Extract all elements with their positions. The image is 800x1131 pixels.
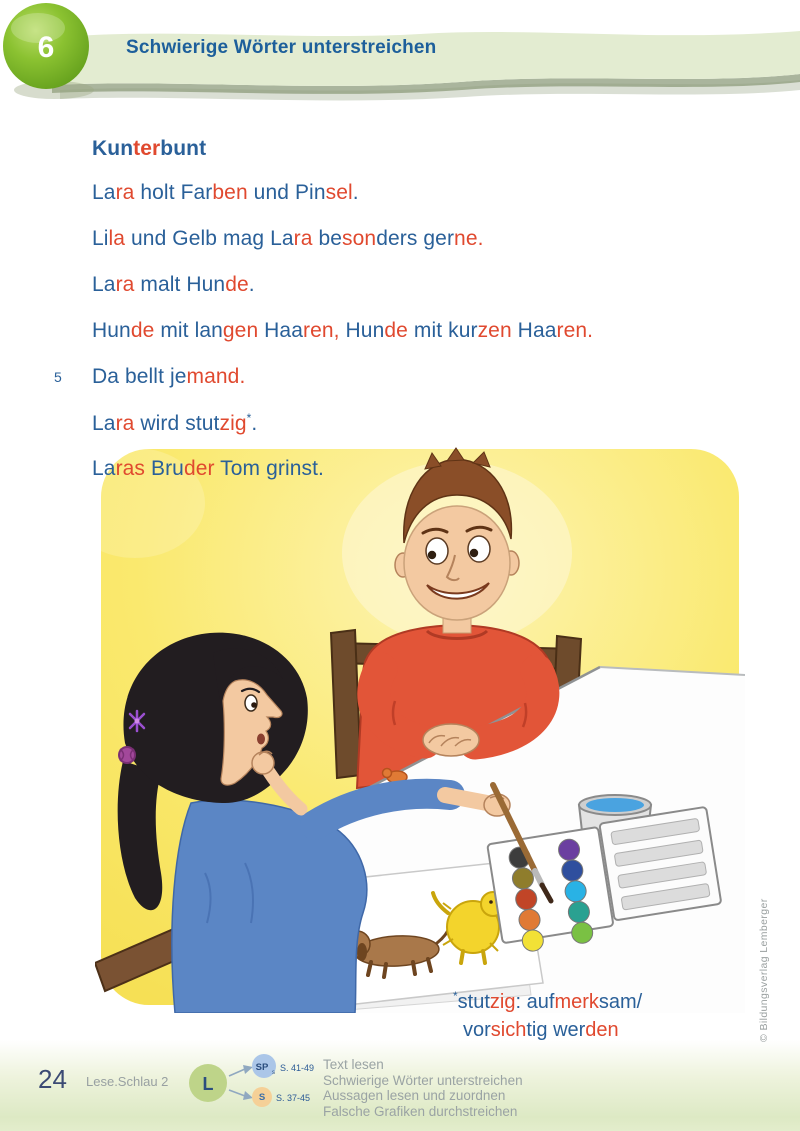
text-segment: . [251,412,258,435]
text-segment: wird [134,412,186,435]
text-segment: lan [194,319,223,342]
text-segment: la [108,227,126,250]
footer-content-line: Text lesen [323,1057,384,1072]
girl-forearm [445,795,487,803]
text-segment: ra [293,227,313,250]
page-number: 24 [38,1064,67,1094]
text-segment: Haa [258,319,303,342]
text-segment: . [239,365,246,388]
text-segment: malt [134,273,187,296]
footer-content-line: Falsche Grafiken durchstreichen [323,1103,518,1119]
text-segment: . [352,181,359,204]
footer-content-line: Aussagen lesen und zuordnen [323,1088,506,1103]
text-segment: La [92,273,116,296]
unit-title: Schwierige Wörter unterstreichen [126,37,437,58]
text-segment: ter [133,137,161,160]
text-segment: Far [180,181,213,204]
footnote-line1 [453,982,642,1016]
scrunchie [119,747,135,763]
text-segment: bunt [160,137,207,160]
level-badge-label: L [202,1074,214,1094]
text-segment: de [384,319,408,342]
reading-line [92,181,593,227]
text-segment: ra [115,412,135,435]
copyright-notice: © Bildungsverlag Lemberger [758,898,770,1042]
text-segment: Bru [145,457,184,480]
text-segment: mit [154,319,195,342]
reading-line [92,273,593,319]
text-segment: Pin [294,181,326,204]
text-segment: ger [423,227,455,250]
girl-sweater [172,800,367,1013]
text-segment: Tom grinst. [214,457,324,480]
unit-number: 6 [37,31,55,64]
text-segment: . [477,227,484,250]
illustration [95,443,745,1013]
line-number: 5 [54,369,62,385]
unit-number-badge [3,3,89,89]
text-segment: vor [463,1019,491,1041]
text-segment: Da bellt [92,365,170,388]
reading-passage [54,137,594,503]
text-segment: sam/ [598,991,643,1013]
text-segment: ra [115,181,135,204]
text-segment: tig [526,1019,554,1041]
sp-badge-sub: s [272,1070,275,1076]
pages-label-2: S. 37-45 [276,1093,311,1103]
footer [0,1040,800,1131]
text-segment: je [169,365,187,388]
text-segment: Hun [92,319,131,342]
series-label: Lese.Schlau 2 [86,1074,169,1089]
pages-label-1: S. 41-49 [280,1063,315,1073]
arrow-icon [229,1090,245,1096]
text-segment: zen [477,319,512,342]
text-segment: ren [556,319,588,342]
girl-chin-hand [252,752,274,774]
text-segment: stut [185,412,220,435]
text-segment: be [312,227,343,250]
reading-line [92,411,593,457]
text-segment: auf [526,991,555,1013]
text-segment: ras [115,457,146,480]
text-segment: holt [134,181,181,204]
text-segment: . [587,319,594,342]
footer-contents [323,1057,523,1119]
reading-line [92,457,593,503]
arrow-icon [229,1069,245,1076]
text-segment: de [225,273,249,296]
reading-title [92,137,593,181]
text-segment: sel [325,181,353,204]
text-segment: den [585,1019,619,1041]
footer-content-line: Schwierige Wörter unterstreichen [323,1072,523,1088]
text-segment: sich [490,1019,527,1041]
text-segment: und [247,181,295,204]
footnote-asterisk: * [453,989,458,1003]
boy-face [404,506,510,620]
reading-line [54,365,593,411]
water [586,798,644,812]
text-segment: ren [303,319,334,342]
girl-eye [251,702,257,708]
reading-line [92,227,593,273]
reading-line [92,319,593,365]
text-segment: und Gelb mag [125,227,271,250]
text-segment: , [333,319,346,342]
s-badge-label: S [258,1092,266,1103]
text-segment: zig [219,412,247,435]
footer-diagram [186,1053,336,1113]
text-segment: der [183,457,215,480]
text-segment: ders [376,227,424,250]
text-segment: Kun [92,137,134,160]
text-segment: merk [554,991,599,1013]
text-segment: La [92,412,116,435]
text-segment: wer [553,1019,586,1041]
text-segment: La [92,457,116,480]
text-segment: : [515,991,527,1013]
text-segment: Haa [511,319,557,342]
text-segment: ra [115,273,135,296]
text-segment: zig [489,991,516,1013]
text-segment: ben [212,181,248,204]
text-segment: mit [407,319,449,342]
boy-eye [470,549,478,557]
text-segment: Li [92,227,109,250]
text-segment: son [342,227,377,250]
text-segment: mand [186,365,240,388]
text-segment: stut [457,991,490,1013]
text-segment: * [246,411,252,425]
text-segment: de [130,319,155,342]
text-segment: kur [448,319,478,342]
text-segment: Hun [345,319,385,342]
boy-eye [428,551,436,559]
text-segment: . [248,273,255,296]
reading-lines [54,181,594,503]
text-segment: La [92,181,116,204]
sp-badge-label: SP [255,1062,269,1073]
text-segment: Hun [186,273,226,296]
text-segment: La [270,227,294,250]
text-segment: ne [454,227,478,250]
text-segment: gen [222,319,259,342]
footnote [453,982,642,1044]
girl-mouth [257,734,265,745]
footnote-line2 [463,1016,642,1044]
